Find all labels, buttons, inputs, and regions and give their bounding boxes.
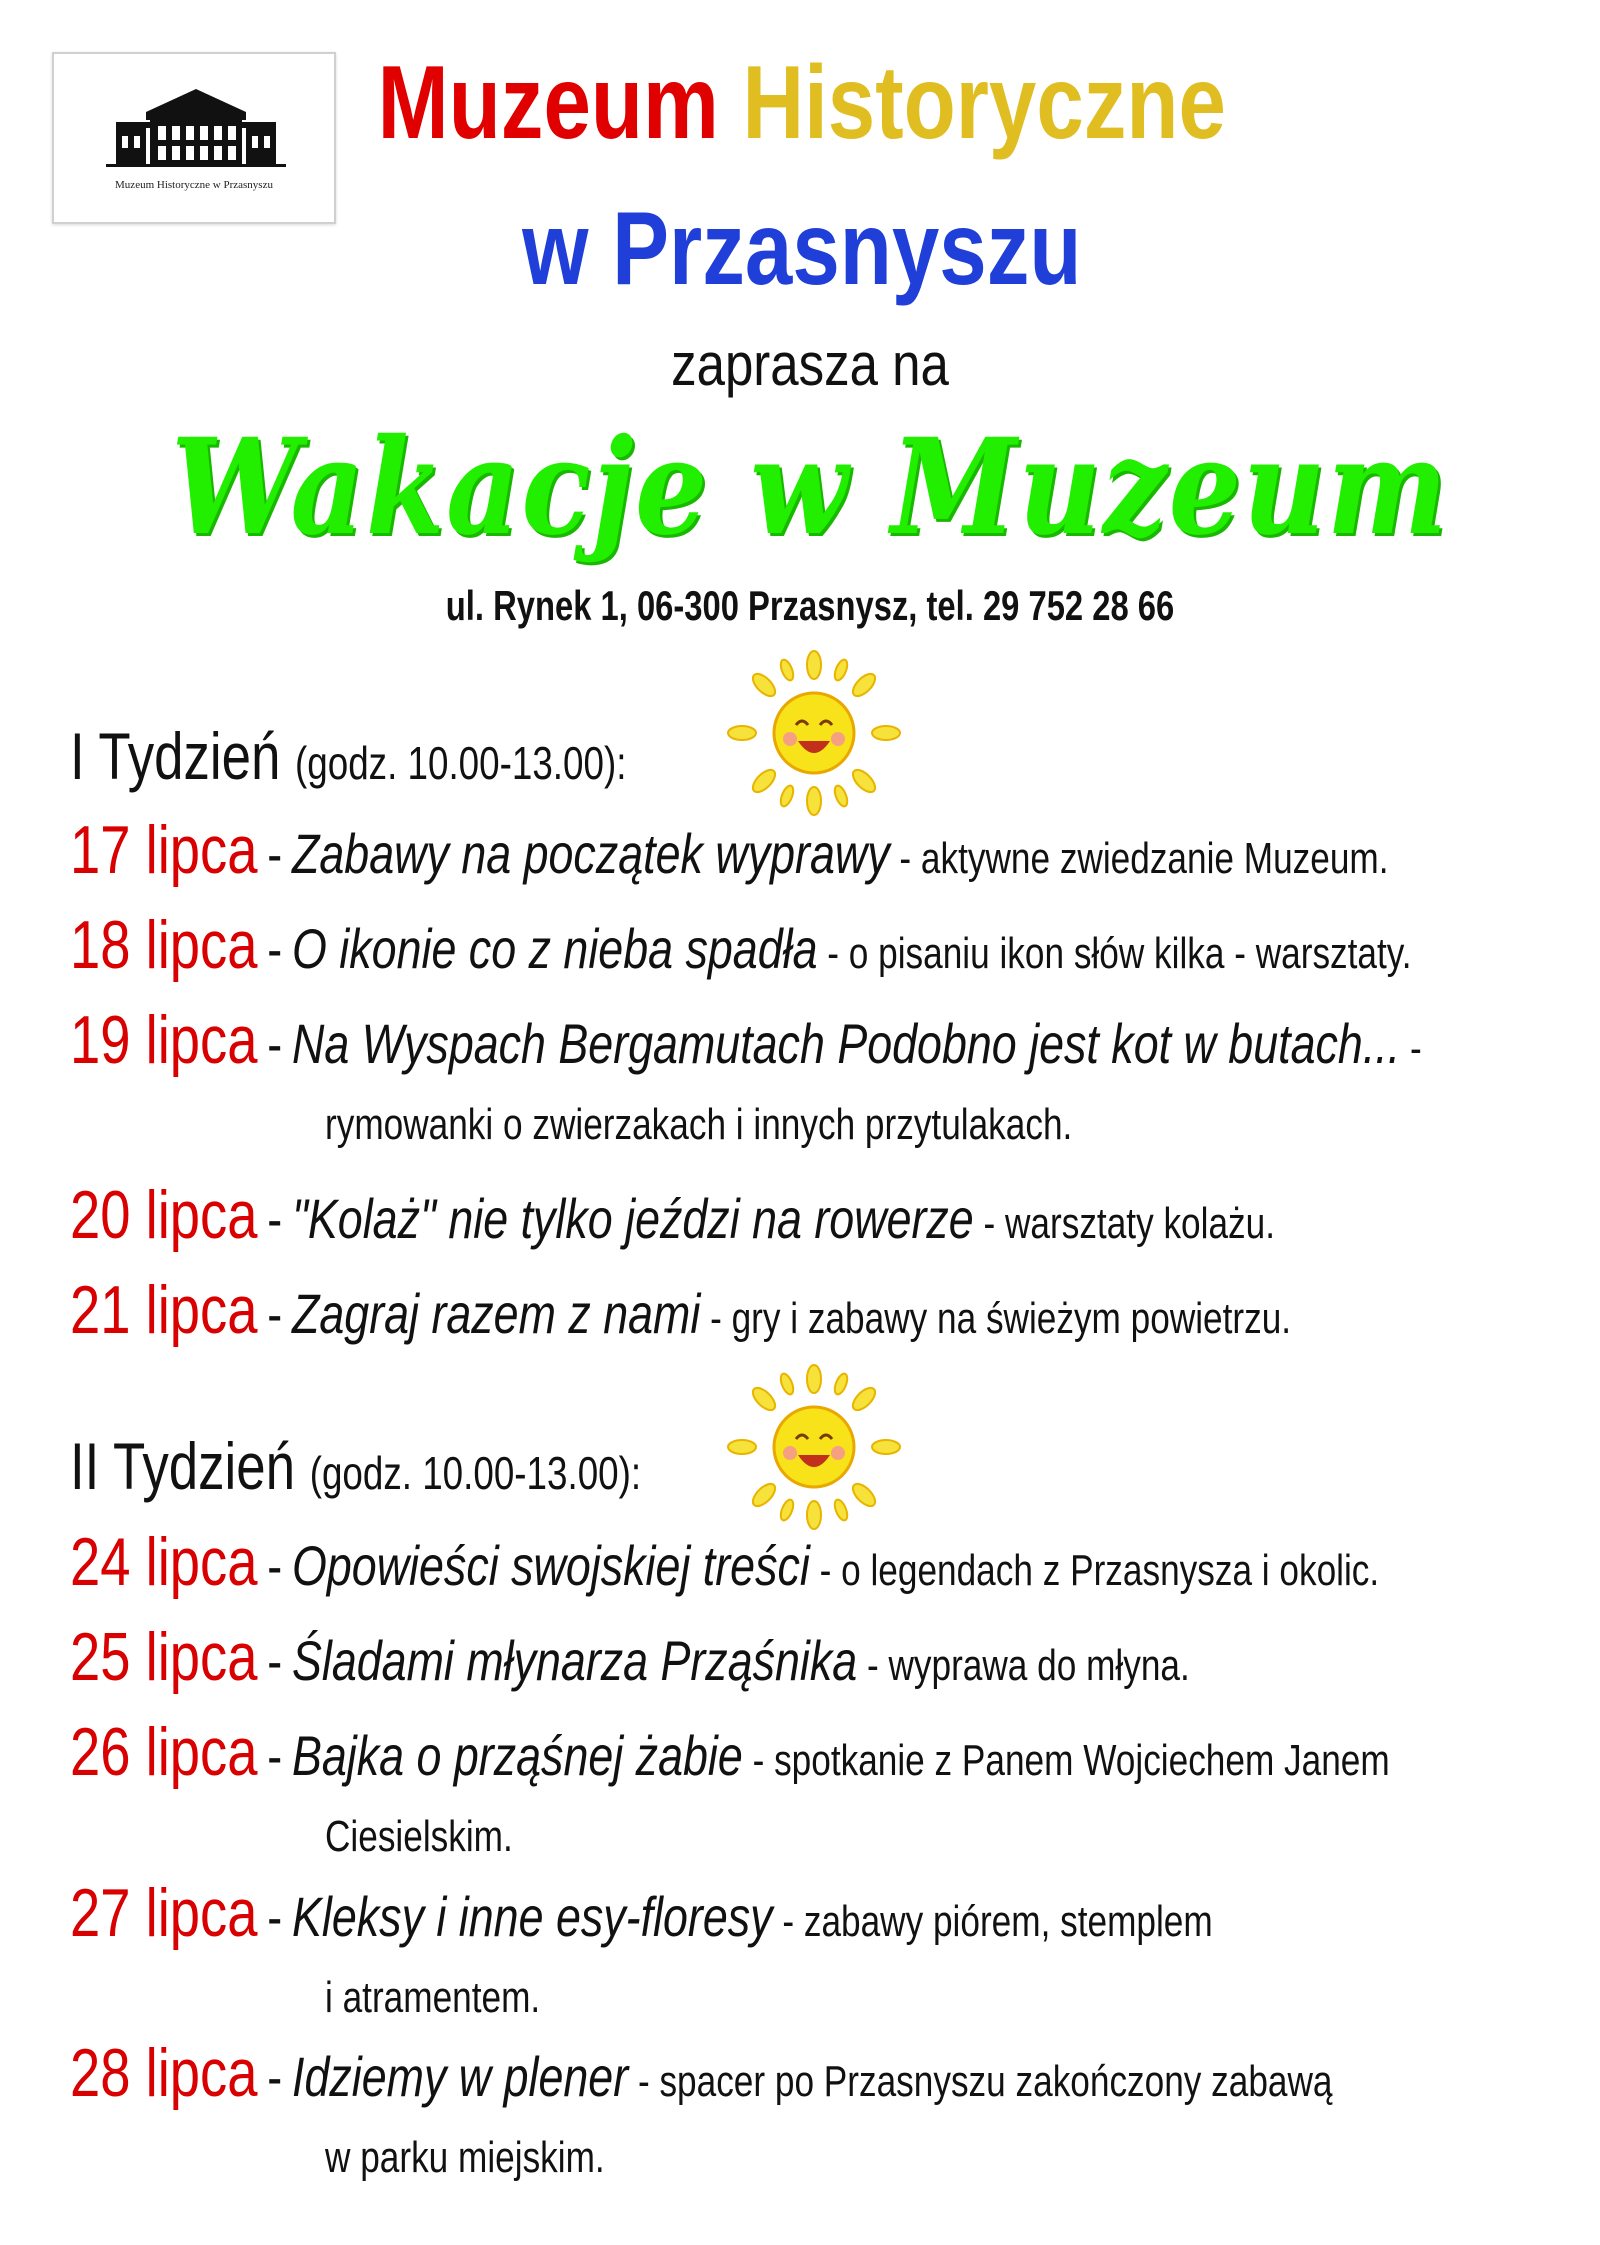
week-hours: (godz. 10.00-13.00): (309, 1447, 642, 1499)
entry-event: Na Wyspach Bergamutach Podobno jest kot w butach... (292, 1012, 1401, 1075)
schedule-entry (70, 2033, 1534, 2115)
week-hours: (godz. 10.00-13.00): (295, 737, 627, 789)
entry-separator: - (267, 1534, 283, 1597)
entry-separator: - (267, 1629, 283, 1692)
entry-description: - aktywne zwiedzanie Muzeum. (899, 834, 1389, 883)
entry-description: - gry i zabawy na świeżym powietrzu. (710, 1294, 1292, 1343)
entry-continuation: Ciesielskim. (325, 1812, 513, 1861)
entry-separator: - (267, 1187, 283, 1250)
entry-date: 18 lipca (70, 907, 258, 983)
headline: Wakacje w Muzeum (171, 410, 1449, 565)
schedule-entry (70, 1270, 1534, 1352)
entry-separator: - (267, 2045, 283, 2108)
entry-date: 28 lipca (70, 2035, 258, 2111)
week-title: I Tydzień (70, 719, 281, 793)
schedule-entry (70, 1000, 1534, 1082)
entry-date: 17 lipca (70, 812, 258, 888)
schedule-entry (70, 1712, 1534, 1794)
entry-event: Zagraj razem z nami (292, 1282, 701, 1345)
entry-date: 27 lipca (70, 1875, 258, 1951)
entry-event: Zabawy na początek wyprawy (292, 822, 890, 885)
entry-event: "Kolaż" nie tylko jeździ na rowerze (292, 1187, 974, 1250)
entry-separator: - (267, 917, 283, 980)
entry-date: 21 lipca (70, 1272, 258, 1348)
entry-event: Bajka o prząśnej żabie (292, 1724, 743, 1787)
address: ul. Rynek 1, 06-300 Przasnysz, tel. 29 752 28 66 (445, 582, 1175, 629)
schedule-entry (70, 1873, 1534, 1955)
schedule-entry (70, 1175, 1534, 1257)
entry-continuation: rymowanki o zwierzakach i innych przytulakach. (325, 1100, 1073, 1149)
entry-continuation: i atramentem. (325, 1973, 541, 2022)
entry-separator: - (267, 1885, 283, 1948)
entry-description: - spacer po Przasnyszu zakończony zabawą (637, 2057, 1333, 2106)
schedule-entry (70, 1617, 1534, 1699)
title-word-muzeum: Muzeum (377, 45, 719, 161)
week-2-heading (70, 1428, 641, 1504)
entry-separator: - (267, 1012, 283, 1075)
entry-date: 19 lipca (70, 1002, 258, 1078)
entry-date: 24 lipca (70, 1524, 258, 1600)
entry-description: - zabawy piórem, stemplem (782, 1897, 1213, 1946)
entry-separator: - (267, 1724, 283, 1787)
entry-description: - spotkanie z Panem Wojciechem Janem (752, 1736, 1390, 1785)
entry-date: 20 lipca (70, 1177, 258, 1253)
invite-text: zaprasza na (671, 331, 949, 398)
title-word-historyczne: Historyczne (742, 45, 1226, 161)
sun-icon (724, 648, 904, 818)
entry-event: Idziemy w plener (292, 2045, 629, 2108)
entry-date: 26 lipca (70, 1714, 258, 1790)
schedule-entry (70, 905, 1534, 987)
title-line-2: w Przasnyszu (522, 191, 1082, 307)
entry-description: - warsztaty kolażu. (983, 1199, 1275, 1248)
title-line-1 (146, 44, 1458, 163)
entry-event: O ikonie co z nieba spadła (292, 917, 818, 980)
entry-description: - wyprawa do młyna. (866, 1641, 1190, 1690)
entry-event: Śladami młynarza Prząśnika (292, 1629, 858, 1692)
logo-caption: Muzeum Historyczne w Przasnyszu (115, 179, 273, 191)
week-title: II Tydzień (70, 1429, 296, 1503)
entry-date: 25 lipca (70, 1619, 258, 1695)
entry-description: - o legendach z Przasnysza i okolic. (819, 1546, 1380, 1595)
entry-separator: - (267, 822, 283, 885)
sun-icon (724, 1362, 904, 1532)
entry-event: Kleksy i inne esy-floresy (292, 1885, 773, 1948)
entry-description: - o pisaniu ikon słów kilka - warsztaty. (827, 929, 1412, 978)
entry-continuation: w parku miejskim. (325, 2133, 605, 2182)
entry-event: Opowieści swojskiej treści (292, 1534, 810, 1597)
entry-separator: - (267, 1282, 283, 1345)
week-1-heading (70, 718, 626, 794)
entry-description: - (1409, 1024, 1422, 1073)
schedule-entry (70, 1522, 1534, 1604)
schedule-entry (70, 810, 1534, 892)
